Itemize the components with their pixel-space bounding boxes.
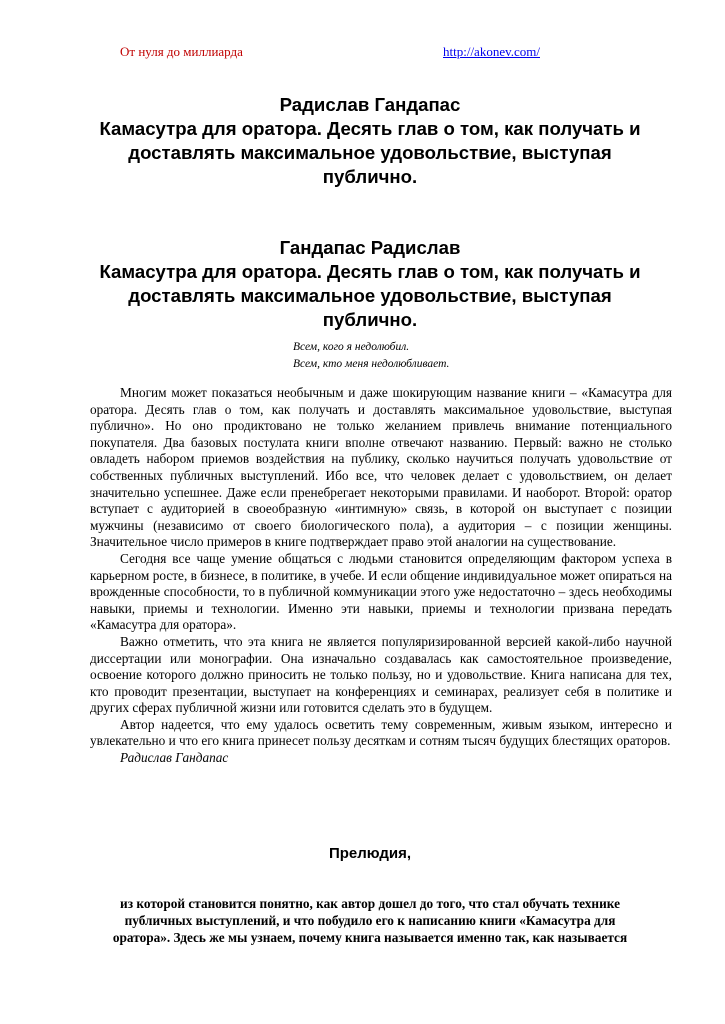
author-signature: Радислав Гандапас (120, 750, 229, 766)
paragraph: Важно отметить, что эта книга не является популяризированной версией какой-либо научной диссертации или монографии. Она изначально создавалась как самостоятельное произведение, освоение которого должно приносить не только пользу, но и удовольствие. Книга написана для тех, кто проводит презентации, выступает на конференциях и семинарах, реализует себя в политике и других сферах публичной жизни или готовится сделать это в будущем. (90, 633, 672, 716)
epigraph-line: Всем, кого я недолюбил. (293, 341, 410, 353)
header-link[interactable]: http://akonev.com/ (443, 44, 540, 59)
intro-line: публичных выступлений, и что побудило его к написанию книги «Камасутра для (124, 913, 616, 928)
book-title-line: публично. (322, 166, 418, 187)
intro-line: из которой становится понятно, как автор дошел до того, что стал обучать технике (120, 896, 620, 911)
epigraph (293, 339, 449, 373)
book-title-line: публично. (322, 309, 418, 330)
book-title-line: доставлять максимальное удовольствие, выступая (128, 142, 612, 163)
title-block-1 (90, 93, 650, 189)
intro-line: оратора». Здесь же мы узнаем, почему книга называется именно так, как называется (112, 930, 628, 945)
chapter-intro (90, 895, 650, 946)
book-author: Гандапас Радислав (279, 237, 461, 258)
section-title: Прелюдия, (328, 845, 412, 862)
paragraph: Многим может показаться необычным и даже шокирующим название книги – «Камасутра для оратора. Десять глав о том, как получать и доставлять максимальное удовольствие, выступая публично». Но оно продиктовано не только желанием привлечь внимание потенциального покупателя. Два базовых постулата книги вполне отвечают названию. Первый: важно не столько овладеть набором приемов воздействия на публику, сколько научиться получать удовольствие от собственных публичных выступлений. Ибо все, что человек делает с удовольствием, он делает значительно успешнее. Даже если пренебрегает некоторыми правилами. И наоборот. Второй: оратор вступает с аудиторией в своеобразную «интимную» связь, в которой он выступает с позиции мужчины (независимо от своего биологического пола), а аудитория – с позиции женщины. Значительное число примеров в книге подтверждает право этой аналогии на существование. (90, 385, 672, 550)
title-block-2 (90, 236, 650, 332)
book-title-line: Камасутра для оратора. Десять глав о том, как получать и (99, 261, 641, 282)
header-left-text: От нуля до миллиарда (120, 44, 243, 59)
body-text (90, 385, 672, 767)
page-header (0, 44, 725, 62)
paragraph: Автор надеется, что ему удалось осветить тему современным, живым языком, интересно и увлекательно и что его книга принесет пользу десяткам и сотням тысяч будущих блестящих ораторов. (90, 716, 672, 749)
epigraph-line: Всем, кто меня недолюбливает. (293, 358, 450, 370)
paragraph: Сегодня все чаще умение общаться с людьми становится определяющим фактором успеха в карьерном росте, в бизнесе, в политике, в учебе. И если общение индивидуальное может опираться на врожденные способности, то в публичной коммуникации этого уже недостаточно – здесь необходимы навыки, приемы и технологии. Именно эти навыки, приемы и технологии призвана передать «Камасутра для оратора». (90, 550, 672, 633)
book-title-line: Камасутра для оратора. Десять глав о том, как получать и (99, 118, 641, 139)
book-title-line: доставлять максимальное удовольствие, выступая (128, 285, 612, 306)
book-author: Радислав Гандапас (279, 94, 461, 115)
